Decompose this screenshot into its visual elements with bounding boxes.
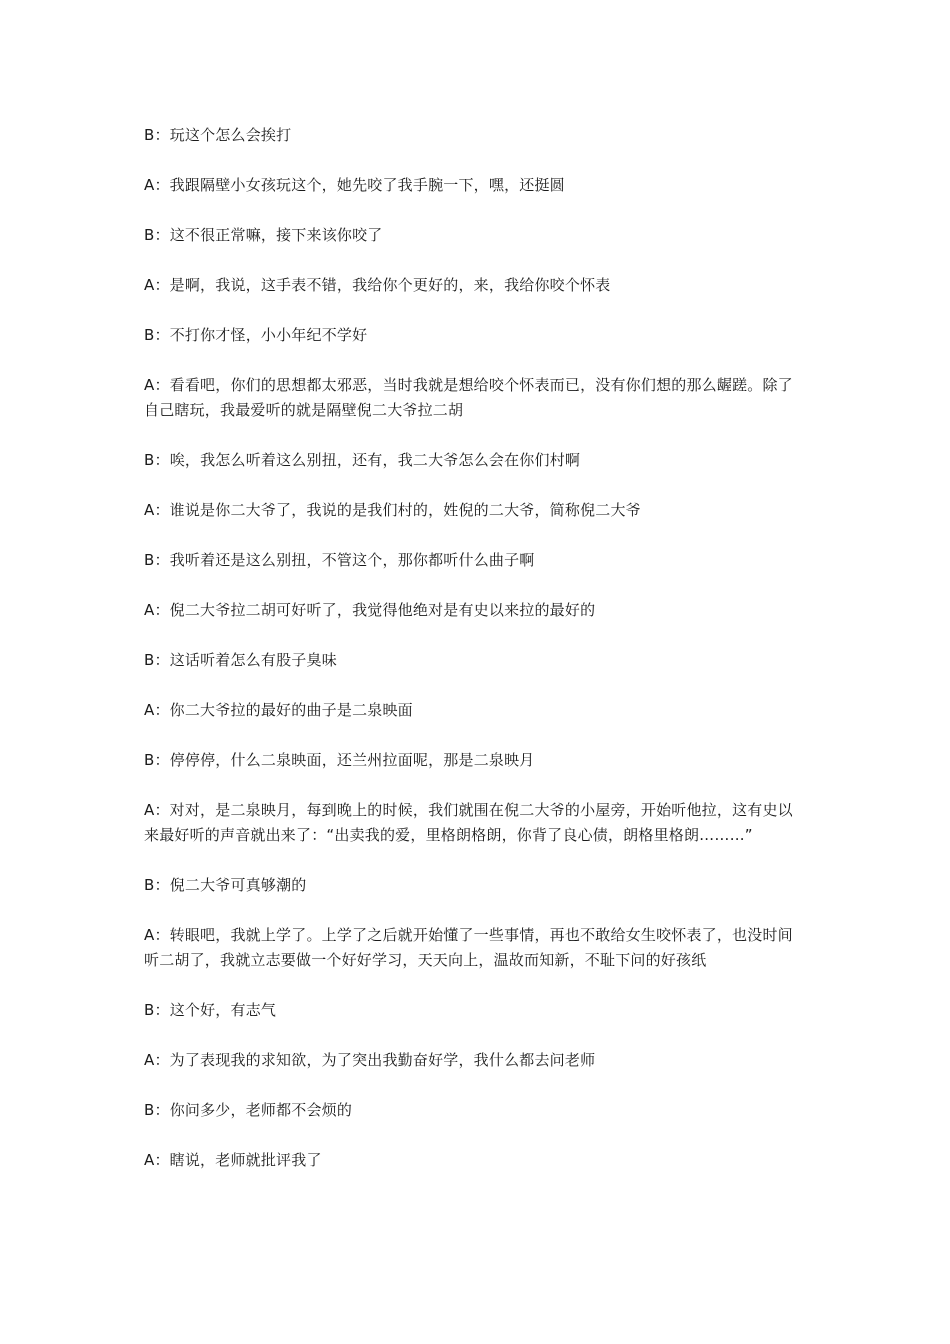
dialogue-line-b: B：这不很正常嘛，接下来该你咬了 [144, 226, 383, 244]
dialogue-line-a: A：是啊，我说，这手表不错，我给你个更好的，来，我给你咬个怀表 [144, 276, 611, 294]
dialogue-line-b: B：唉，我怎么听着这么别扭，还有，我二大爷怎么会在你们村啊 [144, 451, 581, 469]
dialogue-line-b: B：我听着还是这么别扭，不管这个，那你都听什么曲子啊 [144, 551, 535, 569]
dialogue-line-a: A：看看吧，你们的思想都太邪恶，当时我就是想给咬个怀表而已，没有你们想的那么龌蹉。除了自己瞎玩，我最爱听的就是隔壁倪二大爷拉二胡 [144, 376, 793, 419]
dialogue-line-b: B：这话听着怎么有股子臭味 [144, 651, 337, 669]
dialogue-line-b: B：倪二大爷可真够潮的 [144, 876, 307, 894]
dialogue-line-b: B：玩这个怎么会挨打 [144, 126, 292, 144]
dialogue-line-b: B：你问多少，老师都不会烦的 [144, 1101, 353, 1119]
dialogue-text [144, 123, 808, 1198]
dialogue-line-b: B：停停停，什么二泉映面，还兰州拉面呢，那是二泉映月 [144, 751, 535, 769]
dialogue-line-a: A：为了表现我的求知欲，为了突出我勤奋好学，我什么都去问老师 [144, 1051, 596, 1069]
dialogue-line-a: A：瞎说，老师就批评我了 [144, 1151, 322, 1169]
dialogue-line-b: B：这个好，有志气 [144, 1001, 277, 1019]
dialogue-line-a: A：对对，是二泉映月，每到晚上的时候，我们就围在倪二大爷的小屋旁，开始听他拉，这有史以来最好听的声音就出来了：“出卖我的爱，里格朗格朗，你背了良心债，朗格里格朗………” [144, 801, 793, 844]
dialogue-line-a: A：转眼吧，我就上学了。上学了之后就开始懂了一些事情，再也不敢给女生咬怀表了，也没时间听二胡了，我就立志要做一个好好学习，天天向上，温故而知新，不耻下问的好孩纸 [144, 926, 793, 969]
dialogue-line-a: A：倪二大爷拉二胡可好听了，我觉得他绝对是有史以来拉的最好的 [144, 601, 596, 619]
dialogue-line-a: A：谁说是你二大爷了，我说的是我们村的，姓倪的二大爷，简称倪二大爷 [144, 501, 641, 519]
dialogue-line-a: A：我跟隔壁小女孩玩这个，她先咬了我手腕一下，嘿，还挺圆 [144, 176, 565, 194]
dialogue-line-b: B：不打你才怪，小小年纪不学好 [144, 326, 368, 344]
dialogue-line-a: A：你二大爷拉的最好的曲子是二泉映面 [144, 701, 413, 719]
